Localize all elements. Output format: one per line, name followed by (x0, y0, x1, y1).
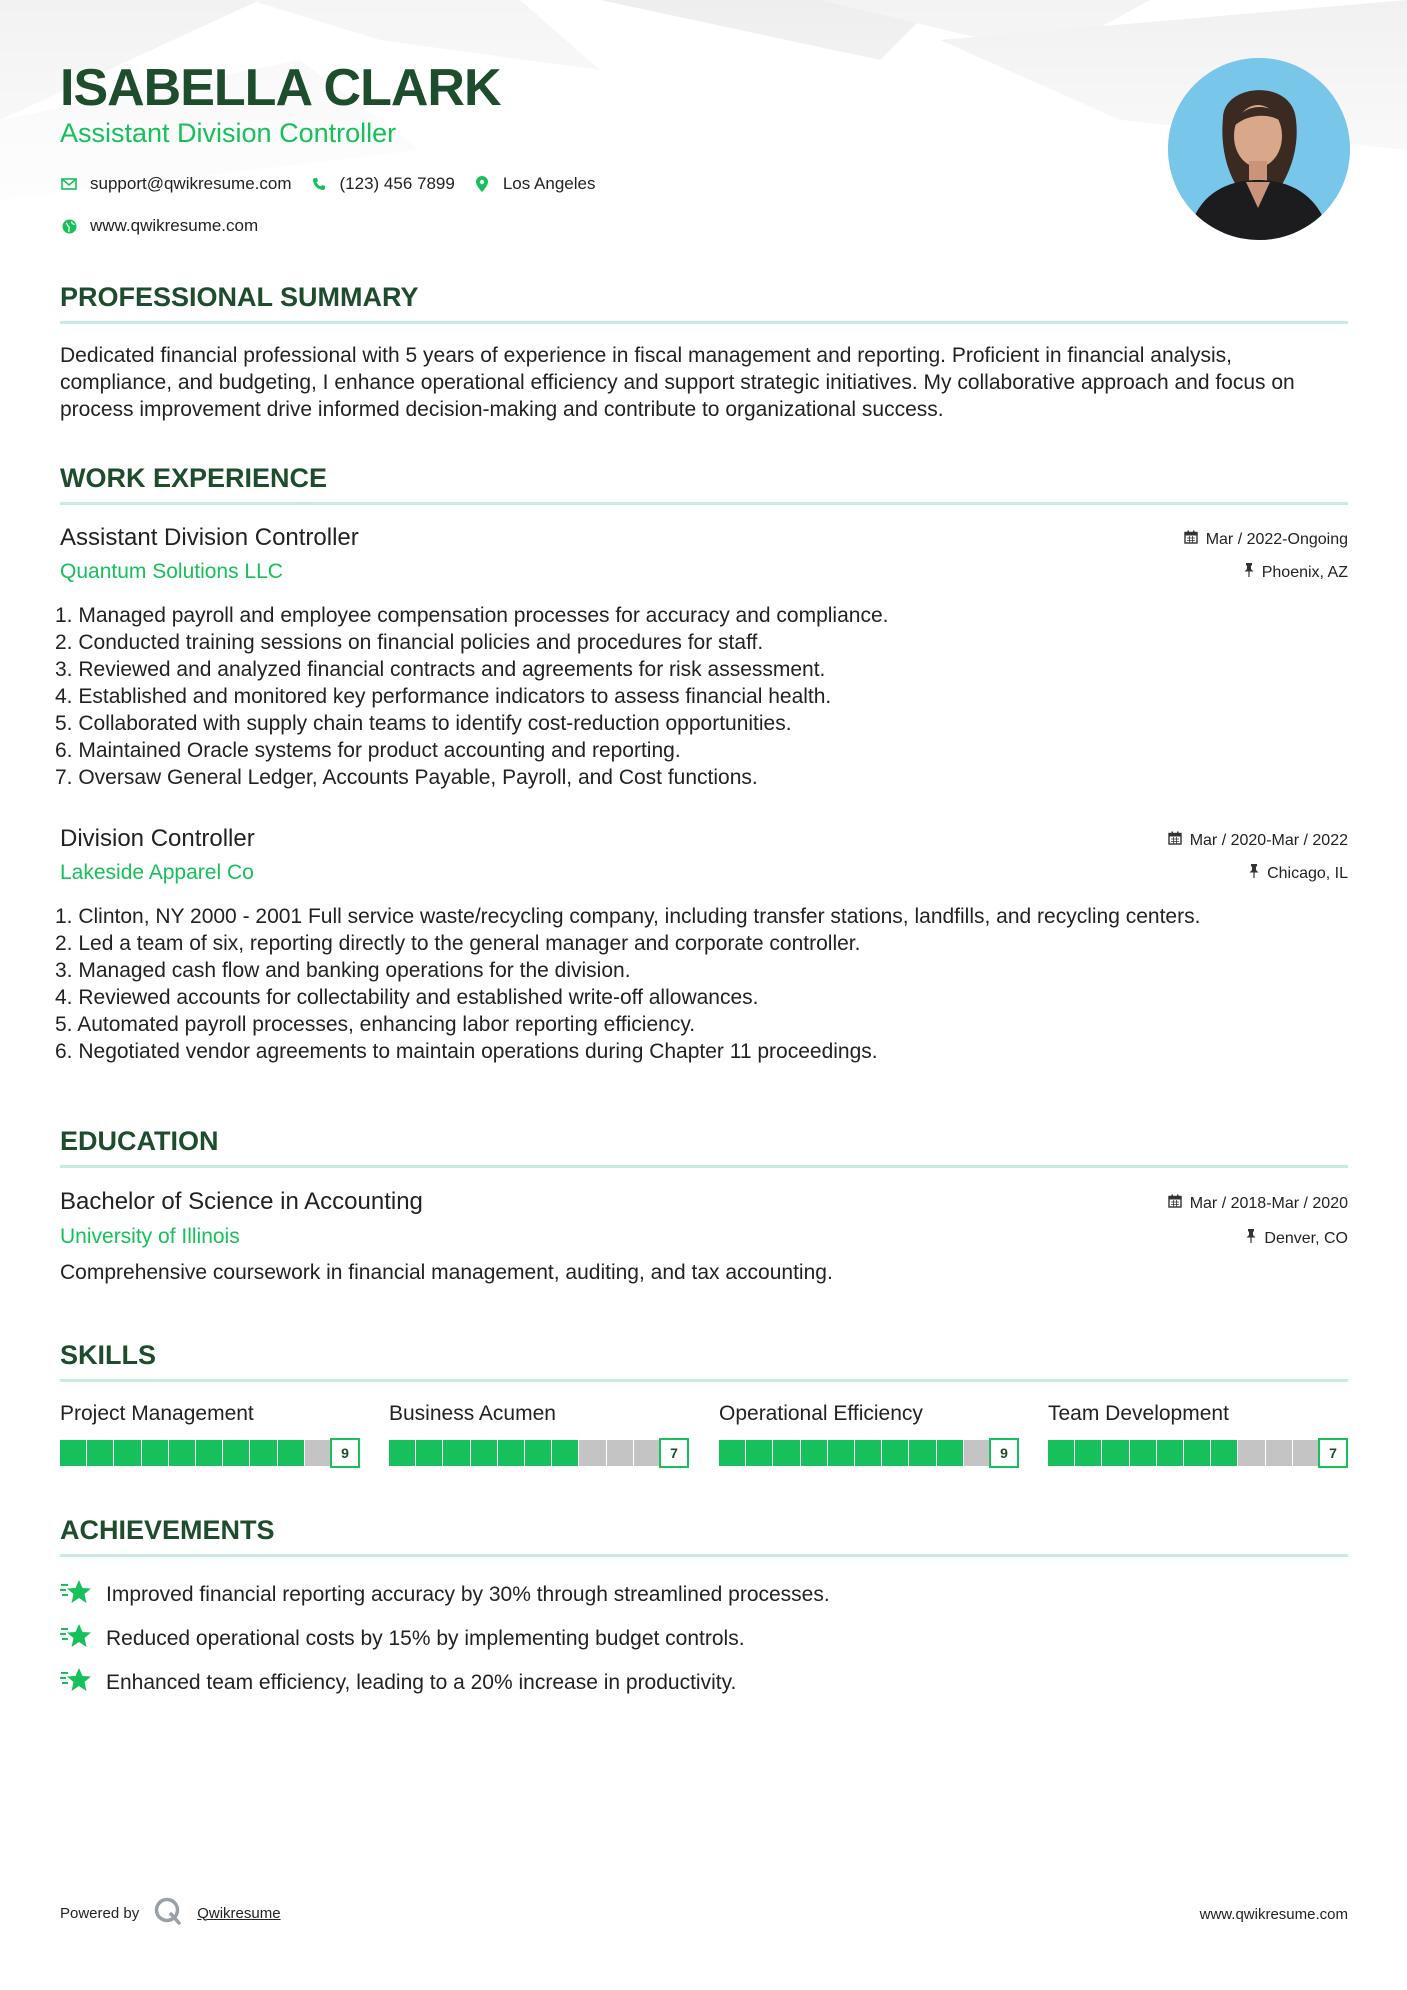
star-icon (60, 1622, 92, 1656)
education-location-text: Denver, CO (1264, 1229, 1348, 1247)
job-bullets (55, 903, 1200, 1065)
skill-segment-filled (1157, 1440, 1183, 1466)
achievement-item (60, 1622, 745, 1656)
skill-segment-filled (828, 1440, 854, 1466)
list-item: 3. Managed cash flow and banking operations for the division. (55, 959, 631, 982)
skill-segment-filled (1075, 1440, 1101, 1466)
skill-segment-empty (607, 1440, 633, 1466)
skill-segment-filled (87, 1440, 113, 1466)
skill-segment-filled (443, 1440, 469, 1466)
skill-item (60, 1402, 360, 1466)
school-name: University of Illinois (60, 1225, 240, 1248)
skill-segment-filled (719, 1440, 745, 1466)
section-title: WORK EXPERIENCE (60, 463, 328, 493)
skill-segment-filled (1102, 1440, 1128, 1466)
list-item: 1. Clinton, NY 2000 - 2001 Full service waste/recycling company, including transfer stations, landfills, and recycling centers. (55, 905, 1201, 928)
skill-segment-filled (937, 1440, 963, 1466)
job-company: Quantum Solutions LLC (60, 560, 283, 583)
skill-segment-filled (525, 1440, 551, 1466)
website-link[interactable]: www.qwikresume.com (90, 216, 259, 235)
list-item: 5. Collaborated with supply chain teams to identify cost-reduction opportunities. (55, 712, 792, 735)
skill-segment-filled (60, 1440, 86, 1466)
map-pin-icon (473, 175, 491, 193)
job-date-text: Mar / 2022-Ongoing (1205, 530, 1348, 548)
list-item: 4. Established and monitored key performance indicators to assess financial health. (55, 685, 832, 708)
job-bullets (55, 602, 888, 791)
skill-segment-filled (855, 1440, 881, 1466)
website-row (60, 216, 258, 236)
star-icon (60, 1578, 92, 1612)
skill-name: Operational Efficiency (719, 1402, 923, 1425)
skill-segment-empty (579, 1440, 605, 1466)
pushpin-icon (1246, 1229, 1256, 1248)
section-title: EDUCATION (60, 1126, 219, 1156)
candidate-name: ISABELLA CLARK (60, 59, 501, 117)
skill-level-bar (389, 1438, 689, 1466)
skill-segment-empty (1266, 1440, 1292, 1466)
skill-segment-filled (882, 1440, 908, 1466)
education-date-text: Mar / 2018-Mar / 2020 (1189, 1194, 1348, 1212)
qwikresume-link[interactable]: Qwikresume (197, 1904, 281, 1922)
list-item: 7. Oversaw General Ledger, Accounts Payable, Payroll, and Cost functions. (55, 766, 758, 789)
skill-segment-filled (278, 1440, 304, 1466)
skill-segment-empty (634, 1440, 660, 1466)
list-item: 5. Automated payroll processes, enhancing labor reporting efficiency. (55, 1013, 696, 1036)
skill-level-bar (1048, 1438, 1348, 1466)
job-location (1244, 563, 1348, 582)
job-company: Lakeside Apparel Co (60, 861, 254, 884)
phone-icon (310, 175, 328, 193)
calendar-icon (1168, 831, 1182, 850)
job-title: Assistant Division Controller (60, 524, 359, 551)
list-item: 6. Negotiated vendor agreements to maintain operations during Chapter 11 proceedings. (55, 1040, 878, 1063)
section-divider (60, 1165, 1348, 1168)
achievement-item (60, 1666, 736, 1700)
skill-segment-filled (416, 1440, 442, 1466)
job-date (1184, 530, 1348, 549)
skill-segment-empty (964, 1440, 990, 1466)
list-item: 6. Maintained Oracle systems for product accounting and reporting. (55, 739, 681, 762)
job-location-text: Phoenix, AZ (1261, 563, 1348, 581)
phone-number[interactable]: (123) 456 7899 (339, 174, 455, 193)
calendar-icon (1168, 1194, 1182, 1213)
job-title: Division Controller (60, 825, 255, 852)
footer-website-link[interactable]: www.qwikresume.com (1199, 1906, 1348, 1923)
skill-segment-filled (196, 1440, 222, 1466)
skill-level-value: 9 (330, 1438, 360, 1468)
section-divider (60, 321, 1348, 324)
skill-level-value: 9 (989, 1438, 1019, 1468)
education-description: Comprehensive coursework in financial management, auditing, and tax accounting. (60, 1261, 833, 1284)
section-divider (60, 1554, 1348, 1557)
star-icon (60, 1666, 92, 1700)
section-divider (60, 1379, 1348, 1382)
skill-segment-filled (223, 1440, 249, 1466)
skill-segment-filled (389, 1440, 415, 1466)
powered-by-label: Powered by (60, 1904, 140, 1922)
professional-summary-section (60, 282, 1348, 423)
section-divider (60, 502, 1348, 505)
email-link[interactable]: support@qwikresume.com (90, 174, 292, 193)
candidate-role: Assistant Division Controller (60, 118, 397, 148)
location-text: Los Angeles (502, 174, 596, 193)
job-date (1168, 831, 1348, 850)
degree-title: Bachelor of Science in Accounting (60, 1188, 423, 1215)
globe-icon (60, 217, 78, 235)
skill-level-value: 7 (1318, 1438, 1348, 1468)
qwikresume-logo-icon (153, 1896, 183, 1930)
skill-name: Business Acumen (389, 1402, 556, 1425)
skill-segment-filled (1048, 1440, 1074, 1466)
achievements-section (60, 1515, 1348, 1557)
list-item: 2. Conducted training sessions on financial policies and procedures for staff. (55, 631, 764, 654)
job-location-text: Chicago, IL (1267, 864, 1348, 882)
skills-section (60, 1340, 1348, 1382)
skill-item (719, 1402, 1019, 1466)
job-date-text: Mar / 2020-Mar / 2022 (1189, 831, 1348, 849)
skill-name: Team Development (1048, 1402, 1229, 1425)
skill-level-bar (719, 1438, 1019, 1466)
skill-level-value: 7 (659, 1438, 689, 1468)
calendar-icon (1184, 530, 1198, 549)
list-item: 3. Reviewed and analyzed financial contracts and agreements for risk assessment. (55, 658, 826, 681)
skill-segment-filled (169, 1440, 195, 1466)
skill-segment-filled (552, 1440, 578, 1466)
pushpin-icon (1249, 864, 1259, 883)
skill-segment-filled (142, 1440, 168, 1466)
achievement-text: Improved financial reporting accuracy by 30% through streamlined processes. (106, 1583, 830, 1606)
skill-segment-filled (250, 1440, 276, 1466)
skill-segment-filled (1184, 1440, 1210, 1466)
skill-level-bar (60, 1438, 360, 1466)
skill-segment-empty (305, 1440, 331, 1466)
work-experience-section (60, 463, 1348, 505)
skill-segment-filled (746, 1440, 772, 1466)
skill-item (1048, 1402, 1348, 1466)
education-section (60, 1126, 1348, 1168)
summary-text: Dedicated financial professional with 5 years of experience in fiscal management and reporting. Proficient in financial analysis, compliance, and budgeting, I enhance operational efficiency and support strategic initiatives. My collaborative approach and focus on process improvement drive informed decision-making and contribute to organizational success. (60, 344, 1295, 421)
skill-segment-filled (801, 1440, 827, 1466)
education-date (1168, 1194, 1348, 1213)
skill-segment-filled (114, 1440, 140, 1466)
list-item: 2. Led a team of six, reporting directly to the general manager and corporate controller. (55, 932, 861, 955)
skill-segment-filled (909, 1440, 935, 1466)
achievement-text: Reduced operational costs by 15% by implementing budget controls. (106, 1627, 745, 1650)
list-item: 1. Managed payroll and employee compensation processes for accuracy and compliance. (55, 604, 889, 627)
footer-powered-by (60, 1896, 281, 1930)
pushpin-icon (1244, 563, 1254, 582)
contact-row (60, 174, 595, 194)
section-title: PROFESSIONAL SUMMARY (60, 282, 419, 312)
skill-name: Project Management (60, 1402, 254, 1425)
achievement-item (60, 1578, 830, 1612)
profile-photo (1168, 58, 1350, 240)
skill-segment-filled (1211, 1440, 1237, 1466)
achievement-text: Enhanced team efficiency, leading to a 20% increase in productivity. (106, 1671, 737, 1694)
section-title: ACHIEVEMENTS (60, 1515, 275, 1545)
skill-segment-filled (1130, 1440, 1156, 1466)
skill-segment-filled (773, 1440, 799, 1466)
section-title: SKILLS (60, 1340, 157, 1370)
skill-item (389, 1402, 689, 1466)
job-location (1249, 864, 1348, 883)
skill-segment-filled (471, 1440, 497, 1466)
skill-segment-empty (1238, 1440, 1264, 1466)
list-item: 4. Reviewed accounts for collectability and established write-off allowances. (55, 986, 759, 1009)
skill-segment-filled (498, 1440, 524, 1466)
envelope-icon (60, 175, 78, 193)
skill-segment-empty (1293, 1440, 1319, 1466)
education-location (1246, 1229, 1348, 1248)
